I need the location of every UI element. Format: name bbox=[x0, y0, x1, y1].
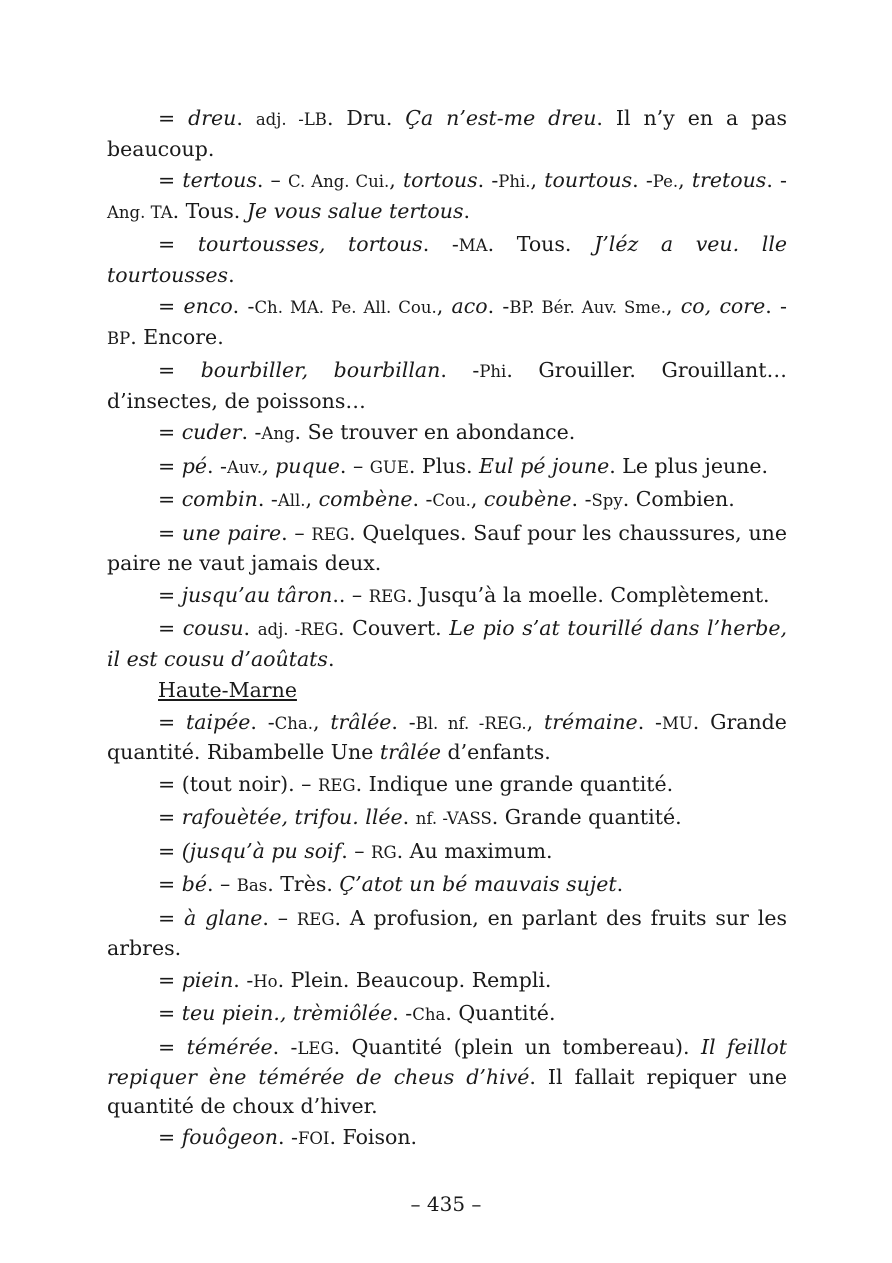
text: . - bbox=[206, 453, 227, 478]
italic-text: , puque bbox=[262, 453, 340, 478]
text: . A profusion, en parlant des fruits sur les arbres. bbox=[107, 905, 787, 960]
text: = bbox=[158, 294, 184, 318]
glossary-entry bbox=[107, 904, 787, 963]
text: = bbox=[158, 487, 182, 511]
italic-text: trémaine bbox=[543, 709, 638, 734]
glossary-entry bbox=[107, 452, 787, 483]
text: . - bbox=[440, 358, 480, 382]
abbreviation: Pe. bbox=[652, 172, 679, 191]
text: = bbox=[158, 838, 182, 863]
text: . bbox=[228, 262, 235, 287]
abbreviation: LEG bbox=[297, 1038, 334, 1058]
abbreviation: Ho bbox=[253, 971, 278, 991]
text: = bbox=[158, 872, 182, 896]
glossary-entry bbox=[107, 999, 787, 1030]
italic-text: trâlée bbox=[330, 709, 392, 734]
text: . - bbox=[233, 967, 254, 992]
text: . – bbox=[281, 520, 312, 545]
italic-text: Il feillot repiquer ène témérée de cheus d’hivé bbox=[107, 1034, 787, 1089]
glossary-entry bbox=[107, 614, 787, 673]
italic-text: cuder bbox=[181, 420, 242, 444]
glossary-entry bbox=[107, 1123, 787, 1154]
text: . - bbox=[277, 1125, 298, 1149]
italic-text: tretous bbox=[691, 168, 767, 192]
italic-text: Eul pé joune bbox=[479, 453, 610, 478]
italic-text: cousu bbox=[182, 616, 244, 640]
abbreviation: GUE bbox=[369, 457, 409, 477]
text: . Plus. bbox=[408, 453, 480, 478]
text: = bbox=[158, 358, 201, 382]
abbreviation: C. Ang. Cui. bbox=[288, 172, 390, 191]
text: . Grouiller. Grouillant… d’insectes, de poissons… bbox=[107, 358, 788, 413]
glossary-entry bbox=[107, 870, 787, 901]
glossary-entry bbox=[107, 519, 787, 578]
italic-text: J’léz a veu. lle tourtousses bbox=[107, 232, 788, 287]
text: . Il n’y en a pas beaucoup. bbox=[107, 106, 787, 161]
abbreviation: Bas bbox=[236, 876, 268, 895]
text: . - bbox=[477, 168, 499, 192]
text: . Au maximum. bbox=[396, 838, 553, 863]
text: . Très. bbox=[267, 872, 340, 896]
abbreviation: Phi. bbox=[498, 172, 531, 191]
abbreviation: REG bbox=[296, 909, 335, 929]
text: , bbox=[305, 487, 319, 511]
text: . bbox=[463, 198, 471, 223]
glossary-entry bbox=[107, 418, 787, 449]
text: . bbox=[243, 616, 258, 640]
text: = bbox=[158, 709, 186, 734]
text: = bbox=[158, 520, 182, 545]
abbreviation: Cou. bbox=[432, 491, 471, 510]
italic-text: taipée bbox=[185, 709, 251, 734]
text: . - bbox=[637, 709, 662, 734]
abbreviation: REG bbox=[317, 775, 356, 795]
text: = bbox=[158, 1001, 182, 1025]
abbreviation: Bl. nf. -REG. bbox=[415, 713, 527, 733]
abbreviation: Cha bbox=[412, 1005, 446, 1024]
abbreviation: BP. Bér. Auv. Sme. bbox=[509, 298, 666, 317]
text: . Grande quantité. Ribambelle Une bbox=[107, 709, 787, 764]
entries-block-haute-marne bbox=[107, 708, 787, 1154]
text: , bbox=[470, 487, 484, 511]
abbreviation: RG bbox=[371, 842, 397, 862]
text: . - bbox=[422, 232, 459, 256]
text: . - bbox=[232, 294, 255, 318]
text: . – bbox=[339, 453, 370, 478]
text: . Couvert. bbox=[338, 616, 450, 640]
glossary-entry bbox=[107, 292, 787, 353]
abbreviation: REG bbox=[368, 586, 407, 606]
text: . Tous. bbox=[172, 198, 247, 223]
text: . - bbox=[412, 487, 433, 511]
text: . Il fallait repiquer une quantité de choux d’hiver. bbox=[107, 1065, 787, 1118]
abbreviation: MA bbox=[458, 236, 488, 255]
italic-text: Le pio s’at tourillé dans l’herbe, il est cousu d’aoûtats bbox=[107, 616, 787, 671]
text: . bbox=[327, 646, 335, 671]
italic-text: combène bbox=[318, 487, 413, 511]
glossary-entry bbox=[107, 708, 787, 767]
abbreviation: Phi bbox=[479, 362, 507, 381]
text: . – bbox=[206, 872, 237, 896]
italic-text: rafouètée, trifou. llée bbox=[181, 805, 403, 829]
italic-text: enco bbox=[183, 294, 233, 318]
italic-text: Ç’atot un bé mauvais sujet bbox=[339, 872, 617, 896]
abbreviation: Spy bbox=[591, 491, 623, 510]
text: . - bbox=[272, 1034, 298, 1059]
italic-text: tertous bbox=[182, 168, 257, 192]
italic-text: co, core bbox=[680, 294, 766, 318]
text: = bbox=[158, 967, 182, 992]
text: . Tous. bbox=[487, 232, 595, 256]
text: = bbox=[158, 1034, 187, 1059]
text: = bbox=[158, 616, 183, 640]
italic-text: (jusqu’à pu soif bbox=[181, 838, 342, 863]
text: . - bbox=[391, 709, 416, 734]
italic-text: teu piein., trèmiôlée bbox=[181, 1001, 393, 1025]
text: . Plein. Beaucoup. Rempli. bbox=[277, 967, 552, 992]
abbreviation: REG bbox=[311, 524, 350, 544]
italic-text: pé bbox=[181, 453, 207, 478]
abbreviation: Cha. bbox=[274, 713, 313, 733]
text: . Foison. bbox=[329, 1125, 418, 1149]
text: = bbox=[158, 420, 182, 444]
abbreviation: adj. -REG bbox=[257, 620, 339, 639]
abbreviation: MU bbox=[661, 713, 693, 733]
text: = bbox=[158, 805, 182, 829]
text: . - bbox=[766, 168, 787, 192]
page-number: – 435 – bbox=[410, 1192, 482, 1216]
glossary-entry bbox=[107, 581, 787, 612]
text: = bbox=[158, 453, 182, 478]
text: = bbox=[158, 905, 185, 930]
text: . Quantité. bbox=[445, 1001, 556, 1025]
abbreviation: adj. -LB bbox=[255, 110, 327, 129]
italic-text: combin bbox=[181, 487, 258, 511]
text: = (tout noir). – bbox=[158, 771, 318, 796]
abbreviation: Ch. MA. Pe. All. Cou. bbox=[254, 298, 437, 317]
text: . - bbox=[250, 709, 275, 734]
entries-block bbox=[107, 104, 787, 673]
text: d’enfants. bbox=[440, 740, 551, 764]
italic-text: Je vous salue tertous bbox=[246, 198, 464, 223]
glossary-entry bbox=[107, 966, 787, 997]
text: . Le plus jeune. bbox=[609, 453, 769, 478]
text: . – bbox=[262, 905, 297, 930]
text: , bbox=[678, 168, 692, 192]
text: . Grande quantité. bbox=[491, 805, 682, 829]
text: . – bbox=[341, 838, 372, 863]
italic-text: une paire bbox=[181, 520, 282, 545]
italic-text: bé bbox=[181, 872, 207, 896]
text: . Dru. bbox=[326, 106, 406, 130]
glossary-entry bbox=[107, 803, 787, 834]
glossary-entry bbox=[107, 230, 787, 289]
text: , bbox=[530, 168, 545, 192]
page-body bbox=[107, 104, 787, 1157]
italic-text: à glane bbox=[184, 905, 263, 930]
text: . Jusqu’à la moelle. Complètement. bbox=[406, 582, 770, 607]
text: . - bbox=[632, 168, 653, 192]
italic-text: aco bbox=[451, 294, 488, 318]
text: . bbox=[616, 872, 624, 896]
italic-text: tortous bbox=[402, 168, 478, 192]
text: . - bbox=[257, 487, 278, 511]
text: . bbox=[402, 805, 416, 829]
abbreviation: BP bbox=[107, 328, 131, 348]
text: , bbox=[526, 709, 544, 734]
abbreviation: Auv. bbox=[226, 457, 263, 477]
italic-text: coubène bbox=[483, 487, 572, 511]
glossary-entry bbox=[107, 1033, 787, 1121]
italic-text: tourtousses, tortous bbox=[197, 232, 423, 256]
text: . Se trouver en abondance. bbox=[294, 420, 576, 444]
italic-text: fouôgeon bbox=[181, 1125, 278, 1149]
text: = bbox=[158, 106, 189, 130]
italic-text: dreu bbox=[188, 106, 237, 130]
text: . Indique une grande quantité. bbox=[355, 771, 674, 796]
text: = bbox=[158, 1125, 182, 1149]
glossary-entry bbox=[107, 166, 787, 227]
text: . Quelques. Sauf pour les chaussures, une paire ne vaut jamais deux. bbox=[107, 520, 787, 575]
italic-text: trâlée bbox=[379, 740, 441, 764]
glossary-entry bbox=[107, 770, 787, 801]
text: , bbox=[436, 294, 452, 318]
italic-text: piein bbox=[181, 967, 234, 992]
text: . Combien. bbox=[622, 487, 735, 511]
text: . Quantité (plein un tombereau). bbox=[333, 1034, 701, 1059]
section-heading: Haute-Marne bbox=[158, 678, 297, 702]
text: . - bbox=[571, 487, 592, 511]
glossary-entry bbox=[107, 485, 787, 516]
text: . Encore. bbox=[130, 324, 224, 349]
text: . - bbox=[241, 420, 262, 444]
glossary-entry bbox=[107, 104, 787, 163]
text: . - bbox=[392, 1001, 413, 1025]
text: , bbox=[389, 168, 403, 192]
italic-text: bourbiller, bourbillan bbox=[200, 358, 441, 382]
text: = bbox=[158, 232, 198, 256]
abbreviation: All. bbox=[277, 491, 306, 510]
italic-text: jusqu’au târon bbox=[181, 582, 333, 607]
glossary-entry bbox=[107, 356, 787, 415]
abbreviation: Ang. TA bbox=[107, 202, 173, 222]
italic-text: Ça n’est-me dreu bbox=[405, 106, 597, 130]
text: . – bbox=[256, 168, 288, 192]
abbreviation: FOI bbox=[297, 1129, 330, 1148]
text: , bbox=[312, 709, 331, 734]
text: = bbox=[158, 168, 183, 192]
text: . - bbox=[487, 294, 510, 318]
text: = bbox=[158, 582, 182, 607]
glossary-entry bbox=[107, 837, 787, 868]
text: . bbox=[236, 106, 256, 130]
text: , bbox=[665, 294, 681, 318]
abbreviation: nf. -VASS bbox=[415, 809, 492, 828]
italic-text: tourtous bbox=[544, 168, 633, 192]
text: . - bbox=[765, 294, 787, 318]
text: .. – bbox=[332, 582, 369, 607]
italic-text: témérée bbox=[186, 1034, 273, 1059]
abbreviation: Ang bbox=[261, 424, 295, 443]
